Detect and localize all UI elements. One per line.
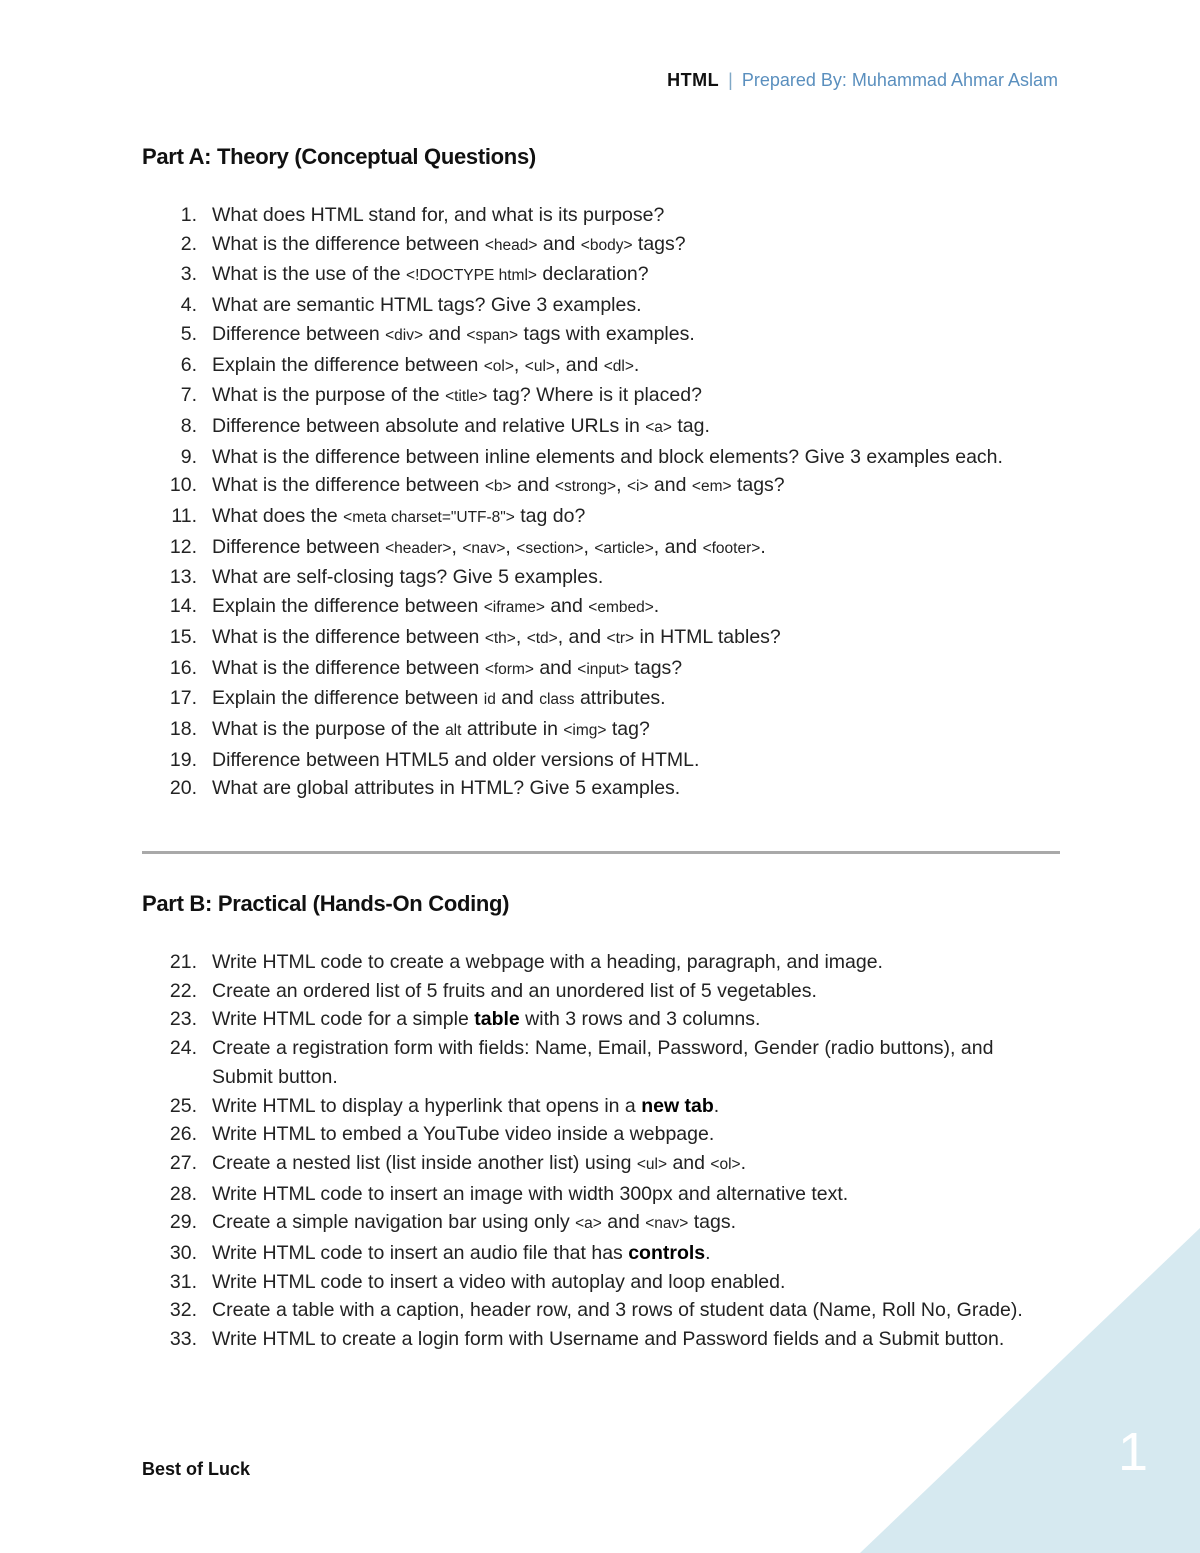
code-term: class bbox=[539, 691, 575, 709]
question-item bbox=[142, 684, 1042, 715]
code-term: <strong> bbox=[554, 478, 617, 496]
header-separator: | bbox=[728, 70, 733, 90]
question-item bbox=[142, 1325, 1042, 1354]
question-item bbox=[142, 746, 1042, 775]
question-text: . bbox=[713, 1094, 720, 1117]
question-text: Write HTML code to insert a video with autoplay and loop enabled. bbox=[212, 1270, 786, 1293]
question-number: 1. bbox=[180, 204, 197, 226]
code-term: <nav> bbox=[645, 1215, 689, 1233]
question-number: 7. bbox=[180, 384, 197, 407]
question-number: 29. bbox=[169, 1211, 197, 1234]
question-number: 27. bbox=[169, 1151, 197, 1174]
code-term: <header> bbox=[385, 539, 452, 557]
question-text: What is the difference between bbox=[212, 232, 485, 255]
question-item bbox=[142, 1120, 1042, 1149]
question-item bbox=[142, 948, 1042, 977]
question-text: . bbox=[633, 353, 640, 376]
question-text: and bbox=[511, 474, 555, 497]
question-item bbox=[142, 1034, 1042, 1091]
section-divider bbox=[142, 851, 1060, 854]
code-term: <article> bbox=[594, 539, 654, 557]
question-text: Write HTML to create a login form with Username and Password fields and a Submit button. bbox=[212, 1328, 1005, 1351]
code-term: id bbox=[483, 691, 496, 709]
question-item bbox=[142, 533, 1042, 564]
question-text: and bbox=[495, 687, 540, 710]
question-text: and bbox=[667, 1151, 711, 1174]
question-text: and bbox=[544, 595, 589, 618]
code-term: <section> bbox=[516, 539, 584, 557]
question-text: Create a simple navigation bar using only bbox=[212, 1211, 576, 1234]
code-term: <a> bbox=[645, 418, 672, 436]
question-number: 15. bbox=[169, 625, 197, 648]
part-a-question-list bbox=[142, 201, 1042, 803]
question-text: Explain the difference between bbox=[212, 687, 484, 710]
question-item bbox=[142, 977, 1042, 1006]
footer-text: Best of Luck bbox=[142, 1459, 251, 1479]
question-number: 21. bbox=[169, 951, 197, 973]
question-text: What is the difference between inline elements and block elements? Give 3 examples each. bbox=[212, 445, 1003, 468]
question-text: and bbox=[537, 232, 581, 255]
question-text: What is the purpose of the bbox=[212, 717, 446, 740]
header-brand: HTML bbox=[667, 70, 720, 90]
question-number: 16. bbox=[169, 656, 197, 679]
code-term: <iframe> bbox=[483, 599, 545, 617]
question-number: 18. bbox=[169, 717, 197, 740]
question-number: 20. bbox=[169, 777, 197, 800]
question-text: Difference between HTML5 and older versions of HTML. bbox=[212, 748, 700, 771]
code-term: <meta charset="UTF-8"> bbox=[343, 509, 515, 527]
question-text: Difference between absolute and relative URLs in bbox=[212, 414, 646, 437]
question-text: What are self-closing tags? Give 5 examples. bbox=[212, 566, 604, 589]
code-term: <ol> bbox=[483, 357, 514, 375]
question-text: and bbox=[423, 322, 467, 345]
question-text: What does HTML stand for, and what is its purpose? bbox=[212, 204, 665, 226]
code-term: <img> bbox=[563, 721, 607, 739]
header-prepared-by-label: Prepared By: bbox=[741, 70, 847, 90]
question-text: Create a registration form with fields: Name, Email, Password, Gender (radio buttons), and Submit button. bbox=[212, 1037, 994, 1088]
code-term: <tr> bbox=[606, 629, 635, 647]
emphasized-term: new tab bbox=[641, 1094, 714, 1117]
question-item bbox=[142, 1005, 1042, 1034]
question-text: , bbox=[515, 625, 527, 648]
question-text: , and bbox=[557, 625, 607, 648]
code-term: <nav> bbox=[462, 539, 506, 557]
question-text: What is the difference between bbox=[212, 625, 485, 648]
question-text: in HTML tables? bbox=[634, 625, 781, 648]
question-number: 10. bbox=[169, 474, 197, 497]
question-text: tags? bbox=[731, 474, 785, 497]
code-term: <form> bbox=[484, 660, 534, 678]
question-item bbox=[142, 1208, 1042, 1239]
question-number: 11. bbox=[171, 505, 197, 528]
question-item bbox=[142, 320, 1042, 351]
question-text: , and bbox=[653, 535, 703, 558]
question-text: and bbox=[533, 656, 578, 679]
question-number: 32. bbox=[169, 1299, 197, 1322]
question-text: Create an ordered list of 5 fruits and an unordered list of 5 vegetables. bbox=[212, 979, 817, 1002]
question-text: tag? Where is it placed? bbox=[487, 384, 702, 407]
question-item bbox=[142, 1239, 1042, 1268]
question-text: What are semantic HTML tags? Give 3 examples. bbox=[212, 294, 642, 317]
part-b-title: Part B: Practical (Hands-On Coding) bbox=[142, 891, 510, 916]
question-text: declaration? bbox=[536, 263, 649, 286]
question-number: 9. bbox=[180, 445, 197, 468]
question-number: 25. bbox=[169, 1094, 197, 1117]
question-number: 33. bbox=[169, 1328, 197, 1351]
question-text: Explain the difference between bbox=[212, 353, 484, 376]
question-text: attribute in bbox=[461, 717, 564, 740]
question-item bbox=[142, 351, 1042, 382]
question-text: , bbox=[505, 535, 517, 558]
question-number: 12. bbox=[169, 535, 197, 558]
question-item bbox=[142, 1092, 1042, 1121]
code-term: <em> bbox=[691, 478, 732, 496]
code-term: <footer> bbox=[702, 539, 761, 557]
question-number: 28. bbox=[169, 1182, 197, 1205]
question-text: What is the use of the bbox=[212, 263, 407, 286]
question-number: 24. bbox=[169, 1037, 197, 1060]
question-number: 23. bbox=[169, 1008, 197, 1031]
question-text: Create a table with a caption, header row, and 3 rows of student data (Name, Roll No, Grade). bbox=[212, 1299, 1023, 1322]
question-text: , and bbox=[554, 353, 604, 376]
question-number: 30. bbox=[169, 1242, 197, 1265]
code-term: <b> bbox=[484, 478, 512, 496]
page-number: 1 bbox=[1117, 1422, 1148, 1482]
question-number: 14. bbox=[169, 595, 197, 618]
question-item bbox=[142, 715, 1042, 746]
code-term: <a> bbox=[575, 1215, 602, 1233]
emphasized-term: controls bbox=[628, 1242, 706, 1265]
question-text: Write HTML code to create a webpage with a heading, paragraph, and image. bbox=[212, 951, 883, 973]
code-term: alt bbox=[445, 721, 462, 739]
code-term: <div> bbox=[385, 326, 424, 344]
question-item bbox=[142, 563, 1042, 592]
question-text: What does the bbox=[212, 505, 344, 528]
question-item bbox=[142, 471, 1042, 502]
question-number: 26. bbox=[169, 1123, 197, 1146]
code-term: <dl> bbox=[603, 357, 634, 375]
code-term: <th> bbox=[484, 629, 516, 647]
question-text: and bbox=[648, 474, 692, 497]
question-number: 6. bbox=[180, 353, 197, 376]
question-number: 8. bbox=[180, 414, 197, 437]
question-text: tag? bbox=[606, 717, 650, 740]
question-text: Write HTML code to insert an image with width 300px and alternative text. bbox=[212, 1182, 849, 1205]
question-number: 17. bbox=[169, 687, 197, 710]
code-term: <td> bbox=[526, 629, 558, 647]
header-author: Muhammad Ahmar Aslam bbox=[851, 70, 1058, 90]
question-text: tags? bbox=[632, 232, 686, 255]
question-item bbox=[142, 1180, 1042, 1209]
question-text: Write HTML code to insert an audio file that has bbox=[212, 1242, 629, 1265]
emphasized-term: table bbox=[474, 1008, 520, 1031]
question-item bbox=[142, 1296, 1042, 1325]
question-text: . bbox=[740, 1151, 747, 1174]
code-term: <ul> bbox=[524, 357, 555, 375]
question-text: Write HTML to embed a YouTube video inside a webpage. bbox=[212, 1123, 715, 1146]
code-term: <!DOCTYPE html> bbox=[406, 267, 537, 285]
code-term: <i> bbox=[626, 478, 649, 496]
question-number: 22. bbox=[169, 979, 197, 1002]
question-text: , bbox=[583, 535, 595, 558]
question-item bbox=[142, 654, 1042, 685]
question-item bbox=[142, 1268, 1042, 1297]
question-item bbox=[142, 1149, 1042, 1180]
question-text: What is the difference between bbox=[212, 474, 485, 497]
question-item bbox=[142, 260, 1042, 291]
question-item bbox=[142, 291, 1042, 320]
question-number: 13. bbox=[169, 566, 197, 589]
code-term: <span> bbox=[466, 326, 519, 344]
code-term: <body> bbox=[580, 236, 633, 254]
question-number: 3. bbox=[180, 263, 197, 286]
question-text: tags. bbox=[688, 1211, 737, 1234]
question-item bbox=[142, 592, 1042, 623]
code-term: <ol> bbox=[710, 1155, 741, 1173]
question-number: 31. bbox=[169, 1270, 197, 1293]
question-text: tags? bbox=[629, 656, 683, 679]
question-text: , bbox=[513, 353, 525, 376]
question-item bbox=[142, 412, 1042, 443]
question-item bbox=[142, 623, 1042, 654]
question-number: 4. bbox=[180, 294, 197, 317]
question-text: Explain the difference between bbox=[212, 595, 484, 618]
part-a-title: Part A: Theory (Conceptual Questions) bbox=[142, 144, 536, 169]
question-text: Create a nested list (list inside another list) using bbox=[212, 1151, 637, 1174]
question-text: . bbox=[705, 1242, 711, 1265]
question-text: attributes. bbox=[574, 687, 666, 710]
question-item bbox=[142, 381, 1042, 412]
question-text: Difference between bbox=[212, 322, 386, 345]
code-term: <title> bbox=[445, 388, 488, 406]
question-text: with 3 rows and 3 columns. bbox=[519, 1008, 761, 1031]
document-header bbox=[667, 70, 1058, 91]
question-text: . bbox=[760, 535, 766, 558]
part-b-question-list bbox=[142, 948, 1042, 1354]
question-text: What is the purpose of the bbox=[212, 384, 446, 407]
code-term: <ul> bbox=[636, 1155, 668, 1173]
question-text: tag do? bbox=[514, 505, 586, 528]
question-item bbox=[142, 502, 1042, 533]
question-text: Write HTML code for a simple bbox=[212, 1008, 475, 1031]
question-text: . bbox=[653, 595, 660, 618]
question-number: 19. bbox=[169, 748, 197, 771]
question-text: , bbox=[616, 474, 627, 497]
question-text: Difference between bbox=[212, 535, 386, 558]
question-text: What are global attributes in HTML? Give 5 examples. bbox=[212, 777, 681, 800]
question-item bbox=[142, 443, 1042, 472]
code-term: <head> bbox=[484, 236, 538, 254]
question-text: and bbox=[601, 1211, 646, 1234]
question-number: 5. bbox=[180, 322, 197, 345]
question-item bbox=[142, 201, 1042, 230]
question-text: Write HTML to display a hyperlink that opens in a bbox=[212, 1094, 642, 1117]
question-text: What is the difference between bbox=[212, 656, 485, 679]
question-text: tag. bbox=[671, 414, 710, 437]
question-item bbox=[142, 230, 1042, 261]
code-term: <input> bbox=[577, 660, 630, 678]
question-number: 2. bbox=[180, 232, 197, 255]
code-term: <embed> bbox=[588, 599, 654, 617]
question-text: tags with examples. bbox=[518, 322, 695, 345]
question-text: , bbox=[451, 535, 463, 558]
question-item bbox=[142, 774, 1042, 803]
